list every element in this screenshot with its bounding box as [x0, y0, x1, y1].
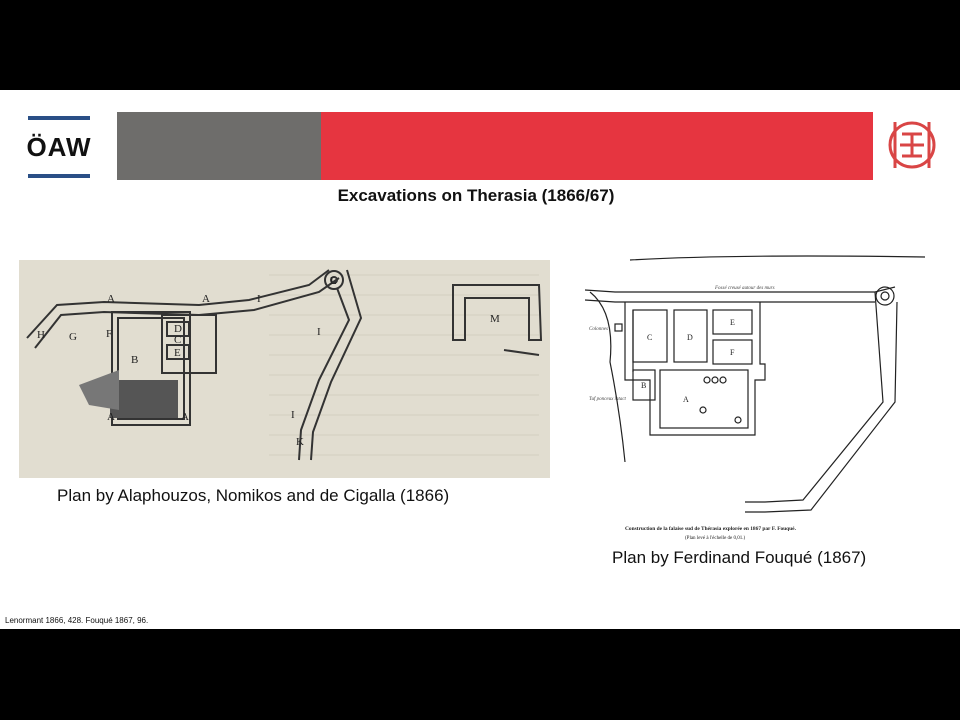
- institute-emblem-icon: [885, 118, 939, 172]
- plan-label: K: [296, 436, 304, 448]
- figure-title: Construction de la falaise sud de Thérasia explorée en 1867 par F. Fouqué.: [625, 526, 796, 532]
- room-label: F: [730, 348, 735, 357]
- room-label: D: [687, 333, 693, 342]
- plan-label: A: [181, 411, 189, 423]
- plan-label: A: [107, 293, 115, 305]
- plan-label: E: [174, 347, 181, 359]
- logo-bar-bottom: [28, 174, 90, 178]
- plan-label: D: [174, 323, 182, 335]
- header-band-grey: [117, 112, 321, 180]
- top-label: Fossé creusé autour des murs: [715, 286, 775, 291]
- plan-label: I: [291, 409, 295, 421]
- plan-label: G: [69, 331, 77, 343]
- slide: [0, 90, 960, 629]
- side-label: Colonnes: [589, 327, 608, 332]
- plan-label: H: [37, 329, 45, 341]
- side-label: Tuf ponceux intact: [589, 397, 626, 402]
- figure-subtitle: (Plan levé à l'échelle de 0,01.): [685, 536, 746, 541]
- logo-text: ÖAW: [26, 132, 92, 162]
- plan-label: I: [257, 293, 261, 305]
- plan-label: C: [174, 334, 182, 346]
- plan-label: F: [106, 328, 113, 340]
- plan-label: A: [107, 411, 115, 423]
- reference-note: Lenormant 1866, 428. Fouqué 1867, 96.: [5, 616, 149, 625]
- slide-title: Excavations on Therasia (1866/67): [337, 186, 615, 205]
- caption-left: Plan by Alaphouzos, Nomikos and de Cigalla (1866): [57, 486, 450, 505]
- caption-right: Plan by Ferdinand Fouqué (1867): [612, 548, 867, 567]
- plan-fouque-1867: [585, 252, 930, 542]
- room-label: B: [641, 381, 647, 390]
- plan-alaphouzos-1866: [19, 260, 550, 478]
- header-band-red: [321, 112, 873, 180]
- room-label: A: [683, 395, 689, 404]
- plan-label: A: [202, 293, 210, 305]
- plan-label: M: [490, 313, 500, 325]
- room-label: C: [647, 333, 653, 342]
- plan-label: L: [330, 275, 337, 287]
- plan-label: I: [317, 326, 321, 338]
- room-label: E: [730, 318, 735, 327]
- oaw-logo: [24, 116, 94, 178]
- plan-label: B: [131, 354, 139, 366]
- logo-bar-top: [28, 116, 90, 120]
